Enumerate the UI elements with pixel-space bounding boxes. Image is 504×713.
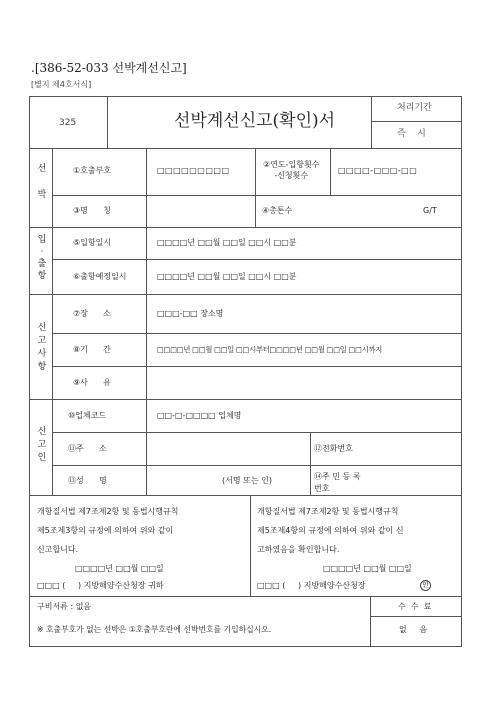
reason-field[interactable] <box>147 367 461 399</box>
gross-tonnage-label: ④총톤수 <box>262 206 293 215</box>
reporter-name-label: ⑬성 명 <box>68 476 107 485</box>
call-sign-note: ※ 호출부호가 없는 선박은 ①호출부호란에 선박번호를 기입하십시오. <box>37 625 272 634</box>
ship-name-label: ③명 칭 <box>73 206 111 215</box>
section-entry-exit: 입 · 출 항 <box>37 235 47 282</box>
phone-label: ⑫전화번호 <box>314 444 353 453</box>
year-entry-count-value[interactable]: □□□□-□□□-□□ <box>338 166 418 175</box>
declaration-confirm-date[interactable]: □□□□년 □□월 □□일 <box>323 564 412 573</box>
processing-period-value: 즉 시 <box>397 129 426 139</box>
declaration-report-line1: 개항질서법 제7조제2항 및 동법시행규칙 <box>37 507 179 516</box>
company-code-value[interactable]: □□-□-□□□□ 업체명 <box>157 411 242 420</box>
form-tag: [별지 제4호서식] <box>31 80 92 89</box>
declaration-report-line2: 제5조제3항의 규정에 의하여 위와 같이 <box>37 526 174 535</box>
address-label: ⑪주 소 <box>68 444 107 453</box>
period-value[interactable]: □□□□년 □□월 □□일 □□시부터□□□□년 □□월 □□일 □□시까지 <box>157 345 382 354</box>
declaration-confirm-line2: 제5조제4항의 규정에 의하여 위와 같이 신 <box>257 526 404 535</box>
form-code: 325 <box>59 118 77 128</box>
planned-exit-datetime-label: ⑥출항예정일시 <box>73 272 127 281</box>
section-vessel: 선 박 <box>37 164 47 201</box>
resident-id-label: ⑭주 민 등 록 번호 <box>314 472 361 493</box>
planned-exit-datetime-value[interactable]: □□□□년 □□월 □□일 □□시 □□분 <box>157 272 297 281</box>
period-label: ⑧기 간 <box>73 345 111 354</box>
fee-label: 수 수 료 <box>398 602 432 611</box>
place-value[interactable]: □□□-□□ 장소명 <box>157 309 224 318</box>
form-title: 선박계선신고(확인)서 <box>174 111 336 131</box>
section-report: 신 고 사 항 <box>37 323 47 373</box>
signature-note: (서명 또는 인) <box>222 476 272 485</box>
declaration-confirm-line1: 개항질서법 제7조제2항 및 동법시행규칙 <box>257 507 399 516</box>
declaration-report-date[interactable]: □□□□년 □□월 □□일 <box>75 564 164 573</box>
processing-period-label: 처리기간 <box>397 103 432 113</box>
section-reporter: 신 고 인 <box>37 427 47 464</box>
address-field[interactable] <box>147 433 310 465</box>
declaration-report-recipient: □□□ ( ) 지방해양수산청장 귀하 <box>37 581 164 590</box>
declaration-confirm-issuer: □□□ ( ) 지방해양수산청장 <box>257 581 366 590</box>
company-code-label: ⑩업체코드 <box>68 411 107 420</box>
required-documents: 구비서류 : 없음 <box>37 602 92 611</box>
declaration-report-line3: 신고합니다. <box>37 545 79 554</box>
entry-datetime-value[interactable]: □□□□년 □□월 □□일 □□시 □□분 <box>157 238 297 247</box>
place-label: ⑦장 소 <box>73 309 111 318</box>
call-sign-value[interactable]: □□□□□□□□□ <box>157 166 230 175</box>
declaration-confirm-line3: 고하였음을 확인합니다. <box>257 545 340 554</box>
reason-label: ⑨사 유 <box>73 378 111 387</box>
call-sign-label: ①호출부호 <box>73 166 112 175</box>
entry-datetime-label: ⑤입항일시 <box>73 238 112 247</box>
year-entry-count-label: ②연도-입항횟수 -신청횟수 <box>263 160 320 181</box>
fee-value: 없 음 <box>399 625 428 634</box>
document-code: .[386-52-033 선박계선신고] <box>31 61 187 75</box>
official-seal: 인 <box>420 580 431 591</box>
gross-tonnage-unit: G/T <box>423 206 437 215</box>
ship-name-field[interactable] <box>147 196 255 227</box>
